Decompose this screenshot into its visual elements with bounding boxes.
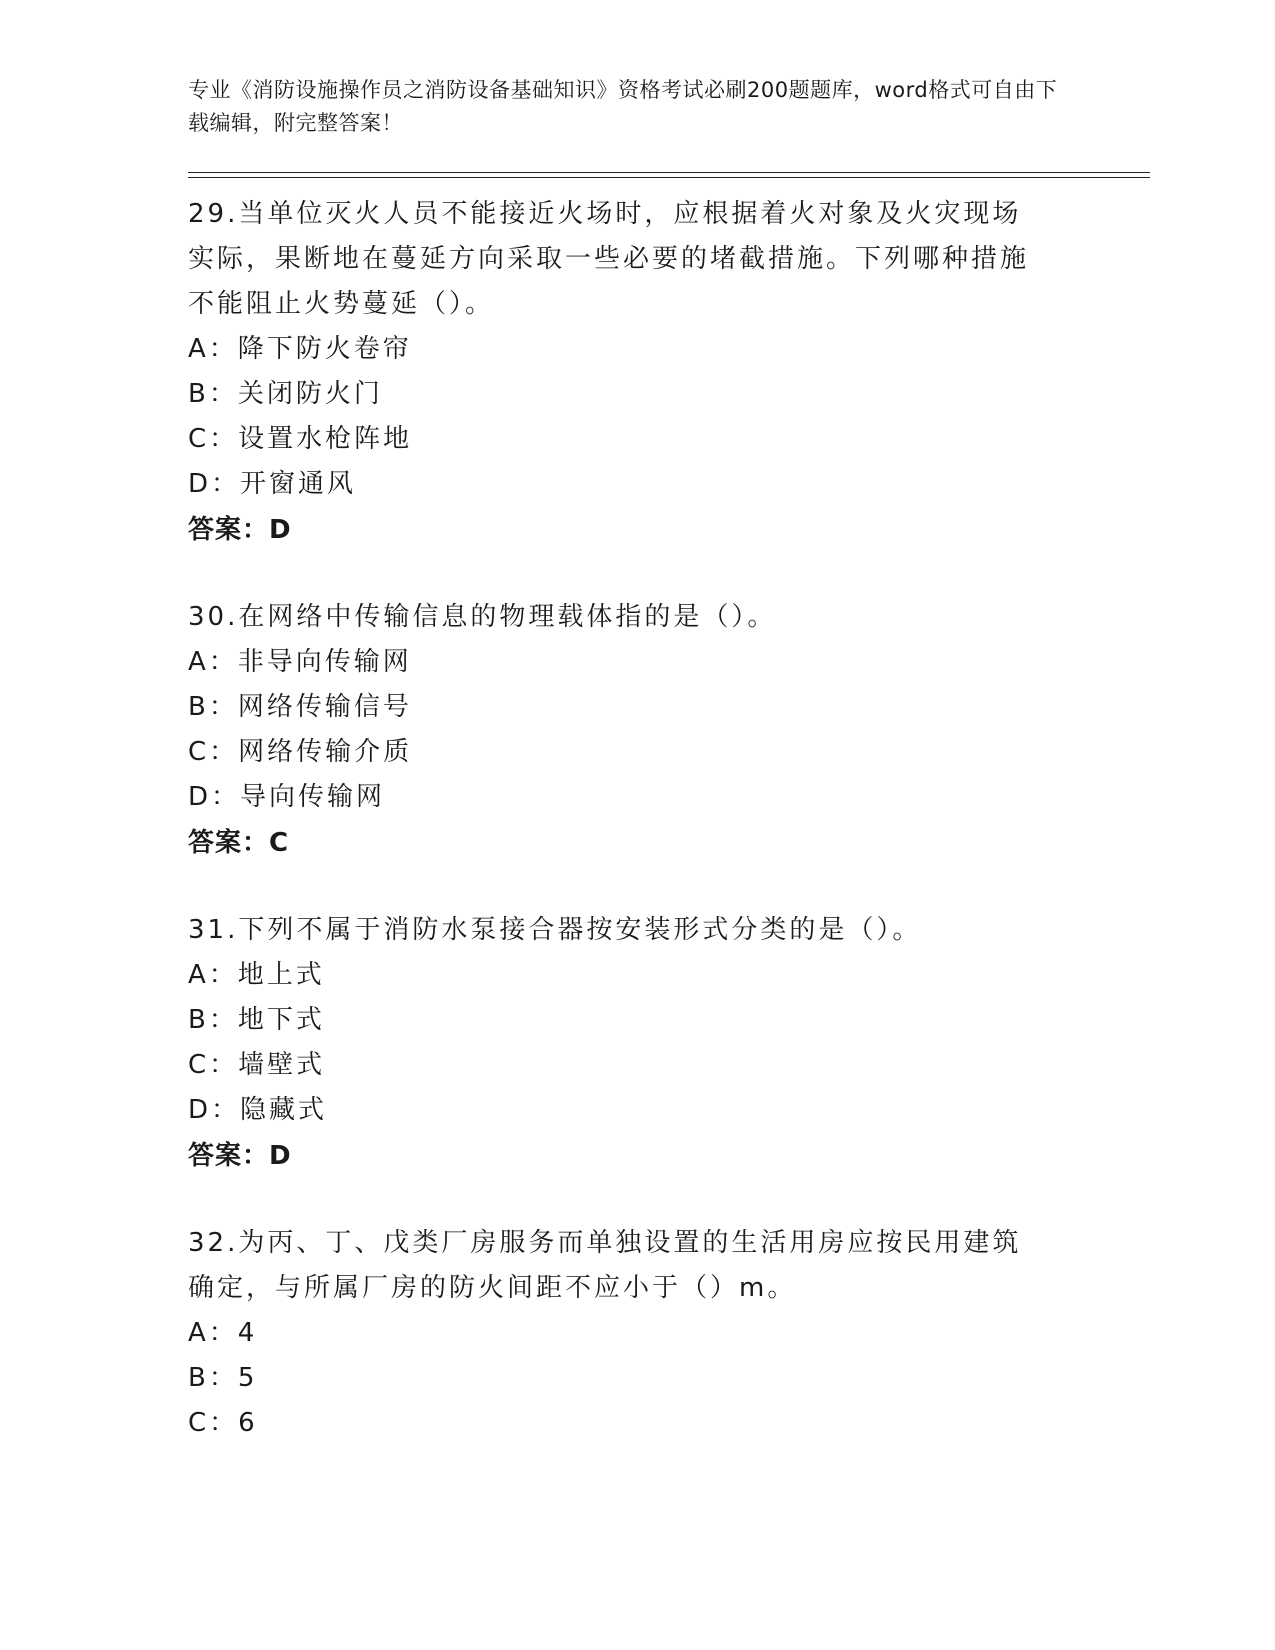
option-d: D：导向传输网 (188, 782, 386, 812)
header-rule-bottom (188, 177, 1150, 178)
option-d: D：隐藏式 (188, 1095, 328, 1125)
answer-line: 答案：D (188, 515, 292, 545)
option-b: B：地下式 (188, 1005, 325, 1035)
question-stem: 30.在网络中传输信息的物理载体指的是（）。 (188, 602, 777, 632)
option-b: B：5 (188, 1363, 258, 1393)
question-stem: 29.当单位灭火人员不能接近火场时，应根据着火对象及火灾现场实际，果断地在蔓延方向采取一些必要的堵截措施。下列哪种措施不能阻止火势蔓延（）。 (188, 199, 1030, 319)
document-header (188, 74, 1068, 140)
option-c: C：墙壁式 (188, 1050, 326, 1080)
question-stem: 31.下列不属于消防水泵接合器按安装形式分类的是（）。 (188, 915, 922, 945)
option-b: B：关闭防火门 (188, 379, 383, 409)
question-32 (188, 1221, 1088, 1446)
question-30 (188, 595, 1088, 866)
header-intro-text: 专业《消防设施操作员之消防设备基础知识》资格考试必刷200题题库，word格式可自由下载编辑，附完整答案！ (188, 78, 1058, 135)
option-c: C：网络传输介质 (188, 737, 413, 767)
question-list (188, 192, 1088, 1488)
option-a: A：降下防火卷帘 (188, 334, 412, 364)
option-d: D：开窗通风 (188, 469, 357, 499)
answer-line: 答案：D (188, 1141, 292, 1171)
answer-line: 答案：C (188, 828, 290, 858)
option-a: A：非导向传输网 (188, 647, 412, 677)
option-b: B：网络传输信号 (188, 692, 412, 722)
option-a: A：4 (188, 1318, 258, 1348)
question-31 (188, 908, 1088, 1179)
question-stem: 32.为丙、丁、戊类厂房服务而单独设置的生活用房应按民用建筑确定，与所属厂房的防火间距不应小于（）m。 (188, 1228, 1022, 1303)
option-c: C：设置水枪阵地 (188, 424, 413, 454)
header-rule-top (188, 172, 1150, 173)
question-29 (188, 192, 1088, 553)
option-a: A：地上式 (188, 960, 325, 990)
option-c: C：6 (188, 1408, 258, 1438)
